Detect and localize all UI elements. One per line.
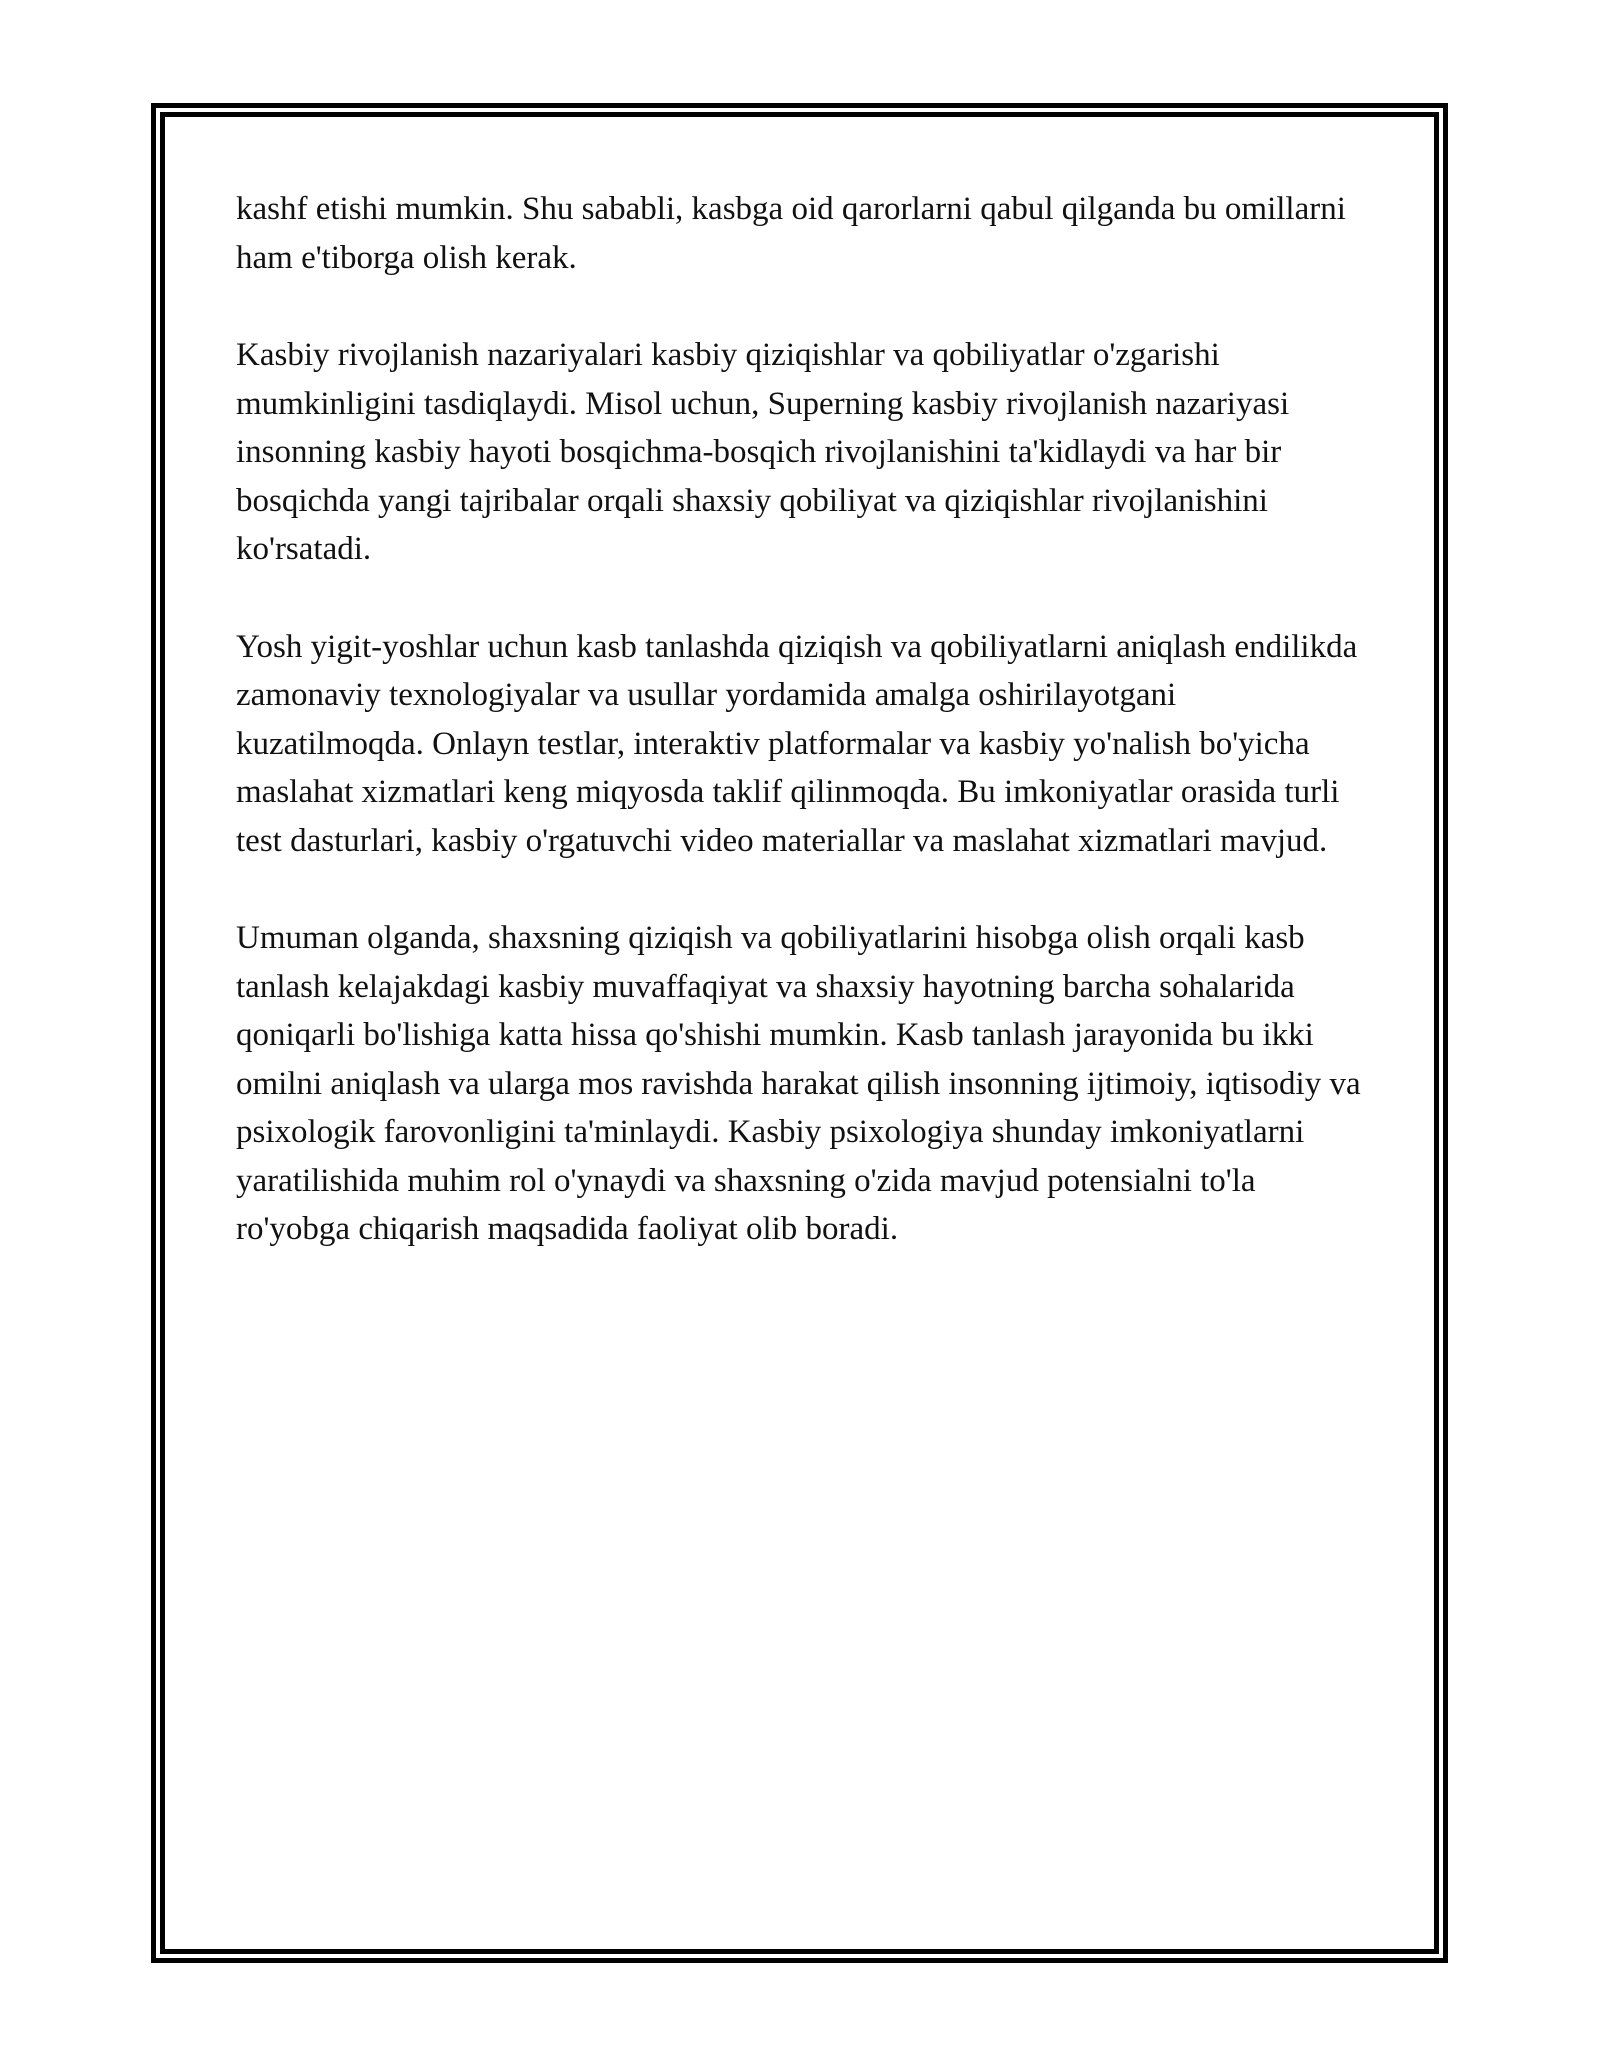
document-body: [236, 185, 1371, 1303]
paragraph: Umuman olganda, shaxsning qiziqish va qobiliyatlarini hisobga olish orqali kasb tanlash kelajakdagi kasbiy muvaffaqiyat va shaxsiy hayotning barcha sohalarida qoniqarli bo'lishiga katta hissa qo'shishi mumkin. Kasb tanlash jarayonida bu ikki omilni aniqlash va ularga mos ravishda harakat qilish insonning ijtimoiy, iqtisodiy va psixologik farovonligini ta'minlaydi. Kasbiy psixologiya shunday imkoniyatlarni yaratilishida muhim rol o'ynaydi va shaxsning o'zida mavjud potensialni to'la ro'yobga chiqarish maqsadida faoliyat olib boradi.: [236, 920, 1361, 1247]
paragraph: Yosh yigit-yoshlar uchun kasb tanlashda qiziqish va qobiliyatlarni aniqlash endilikda zamonaviy texnologiyalar va usullar yordamida amalga oshirilayotgani kuzatilmoqda. Onlayn testlar, interaktiv platformalar va kasbiy yo'nalish bo'yicha maslahat xizmatlari keng miqyosda taklif qilinmoqda. Bu imkoniyatlar orasida turli test dasturlari, kasbiy o'rgatuvchi video materiallar va maslahat xizmatlari mavjud.: [236, 628, 1358, 859]
paragraph: kashf etishi mumkin. Shu sababli, kasbga oid qarorlarni qabul qilganda bu omillarni ham e'tiborga olish kerak.: [236, 191, 1346, 276]
paragraph: Kasbiy rivojlanish nazariyalari kasbiy qiziqishlar va qobiliyatlar o'zgarishi mumkinligini tasdiqlaydi. Misol uchun, Superning kasbiy rivojlanish nazariyasi insonning kasbiy hayoti bosqichma-bosqich rivojlanishini ta'kidlaydi va har bir bosqichda yangi tajribalar orqali shaxsiy qobiliyat va qiziqishlar rivojlanishini ko'rsatadi.: [236, 337, 1290, 567]
